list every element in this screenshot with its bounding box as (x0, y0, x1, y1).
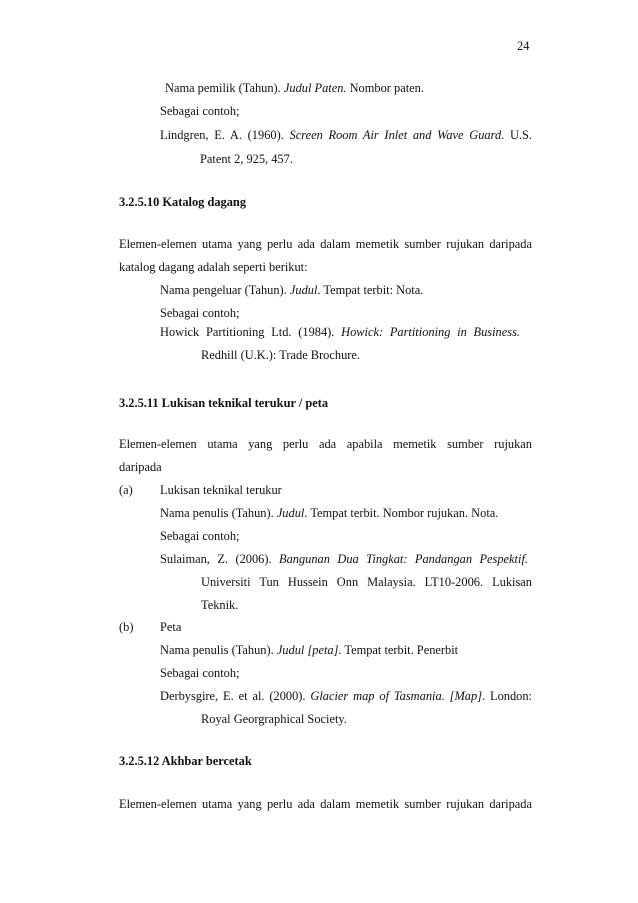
patent-format-italic: Judul Paten. (283, 81, 347, 95)
patent-format-text: Nama pemilik (Tahun). (165, 81, 284, 95)
lukisan-b-example-rest: . London: (482, 689, 532, 703)
lukisan-b-title: Peta (160, 620, 182, 634)
katalog-intro-line2: katalog dagang adalah seperti berikut: (119, 260, 308, 274)
section-heading-lukisan: 3.2.5.11 Lukisan teknikal terukur / peta (119, 396, 329, 410)
lukisan-a-format-text: Nama penulis (Tahun). (160, 506, 277, 520)
katalog-example-italic: Howick: Partitioning in Business. (341, 325, 520, 339)
list-marker-a: (a) (119, 483, 133, 497)
lukisan-b-example-text: Derbysgire, E. et al. (2000). (160, 689, 311, 703)
lukisan-a-example-text: Sulaiman, Z. (2006). (160, 552, 280, 566)
patent-example-rest: . U.S. (501, 128, 533, 142)
lukisan-b-example-line1 (160, 688, 532, 704)
patent-format-rest: Nombor paten. (346, 81, 424, 95)
lukisan-a-example-label: Sebagai contoh; (160, 529, 240, 543)
katalog-example-label: Sebagai contoh; (160, 306, 240, 320)
katalog-intro-line1: Elemen-elemen utama yang perlu ada dalam memetik sumber rujukan daripada (119, 237, 532, 251)
katalog-format (160, 282, 423, 298)
lukisan-intro-line1: Elemen-elemen utama yang perlu ada apabila memetik sumber rujukan (119, 437, 532, 451)
lukisan-b-format-rest: . Tempat terbit. Penerbit (338, 643, 459, 657)
katalog-format-rest: . Tempat terbit: Nota. (317, 283, 424, 297)
katalog-format-italic: Judul (289, 283, 318, 297)
lukisan-a-format-italic: Judul (276, 506, 305, 520)
lukisan-a-example-line2: Universiti Tun Hussein Onn Malaysia. LT10-2006. Lukisan (201, 575, 532, 589)
lukisan-intro-line2: daripada (119, 460, 162, 474)
lukisan-a-title: Lukisan teknikal terukur (160, 483, 282, 497)
lukisan-a-format-rest: . Tempat terbit. Nombor rujukan. Nota. (304, 506, 499, 520)
page-number: 24 (517, 39, 530, 53)
lukisan-b-format-italic: Judul [peta] (276, 643, 339, 657)
lukisan-b-example-label: Sebagai contoh; (160, 666, 240, 680)
katalog-example-text: Howick Partitioning Ltd. (1984). (160, 325, 342, 339)
lukisan-a-format (160, 505, 498, 521)
patent-example-text: Lindgren, E. A. (1960). (160, 128, 290, 142)
patent-example-italic: Screen Room Air Inlet and Wave Guard (289, 128, 502, 142)
patent-example-line2: Patent 2, 925, 457. (200, 152, 293, 166)
patent-format (165, 80, 424, 96)
patent-example-line1 (160, 127, 532, 143)
lukisan-b-format-text: Nama penulis (Tahun). (160, 643, 277, 657)
lukisan-a-example-line1 (160, 551, 528, 567)
patent-example-label: Sebagai contoh; (160, 104, 240, 118)
lukisan-b-example-italic: Glacier map of Tasmania. [Map] (310, 689, 483, 703)
lukisan-a-example-italic: Bangunan Dua Tingkat: Pandangan Pespektif. (279, 552, 528, 566)
list-marker-b: (b) (119, 620, 134, 634)
katalog-example-line1 (160, 324, 520, 340)
section-heading-katalog: 3.2.5.10 Katalog dagang (119, 195, 247, 209)
akhbar-intro-line1: Elemen-elemen utama yang perlu ada dalam memetik sumber rujukan daripada (119, 797, 532, 811)
lukisan-a-example-line3: Teknik. (201, 598, 239, 612)
lukisan-b-example-line2: Royal Georgraphical Society. (201, 712, 347, 726)
katalog-example-line2: Redhill (U.K.): Trade Brochure. (201, 348, 360, 362)
section-heading-akhbar: 3.2.5.12 Akhbar bercetak (119, 754, 252, 768)
katalog-format-text: Nama pengeluar (Tahun). (160, 283, 290, 297)
lukisan-b-format (160, 642, 458, 658)
